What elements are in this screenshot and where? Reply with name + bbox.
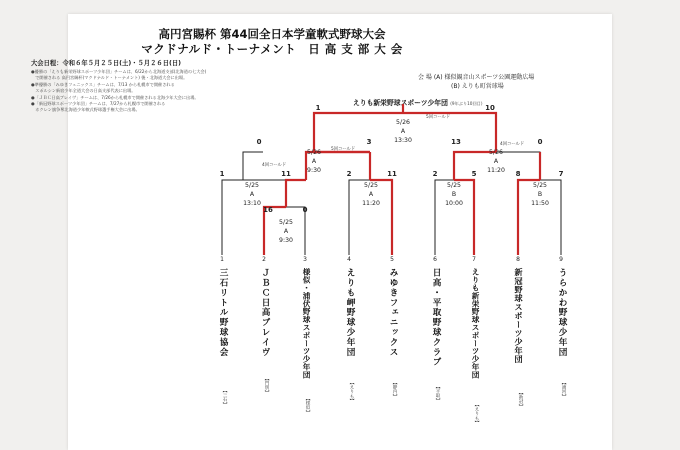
score-r1-left: 16 bbox=[263, 206, 273, 214]
seed-number: 3 bbox=[303, 256, 307, 263]
team-affiliation: 【門別】 bbox=[264, 376, 269, 395]
team-affiliation: 【えりも】 bbox=[349, 380, 354, 403]
score-r1-right: 0 bbox=[302, 206, 308, 214]
score-qf4-left: 8 bbox=[515, 170, 521, 178]
team-name: 日高・平取野球クラブ bbox=[431, 268, 441, 367]
final-court: A bbox=[400, 128, 406, 135]
score-final-right: 10 bbox=[485, 104, 495, 112]
team-affiliation: 【浦河】 bbox=[561, 380, 566, 399]
score-sf1-left: 0 bbox=[256, 138, 262, 146]
qf2-court: A bbox=[368, 191, 374, 198]
sf2-court: A bbox=[493, 158, 499, 165]
qf2-date: 5/25 bbox=[364, 182, 378, 189]
champion-note: (9年ぶり10回目) bbox=[450, 101, 483, 106]
r1-time: 9:30 bbox=[279, 237, 293, 244]
seed-number: 4 bbox=[347, 256, 351, 263]
note-line: ●「新冠野球スポーツ少年団」チームは、7/27から札幌市で開催される bbox=[31, 101, 166, 106]
qf4-time: 11:50 bbox=[531, 200, 549, 207]
team-name: えりも新栄野球スポーツ少年団 bbox=[471, 268, 480, 379]
team-name: うらかわ野球少年団 bbox=[557, 268, 567, 358]
team-name: 新冠野球スポーツ少年団 bbox=[514, 268, 524, 364]
qf2-time: 11:20 bbox=[362, 200, 380, 207]
team-name: 三石リトル野球協会 bbox=[218, 268, 228, 358]
qf4-date: 5/25 bbox=[533, 182, 547, 189]
qf3-court: B bbox=[451, 191, 457, 198]
sf2-note: 4回コールド bbox=[500, 142, 525, 147]
score-qf1-right: 11 bbox=[281, 170, 291, 178]
qf1-date: 5/25 bbox=[245, 182, 259, 189]
tournament-subtitle: マクドナルド・トーナメント 日 高 支 部 大 会 bbox=[141, 42, 403, 56]
team-affiliation: 【静内】 bbox=[392, 380, 397, 399]
team-affiliation: 【平取】 bbox=[435, 384, 440, 403]
qf1-time: 13:10 bbox=[243, 200, 261, 207]
qf3-time: 10:00 bbox=[445, 200, 463, 207]
sf1-court: A bbox=[311, 158, 317, 165]
team-name: みゆきフェニックス bbox=[388, 268, 398, 358]
seed-number: 9 bbox=[559, 256, 563, 263]
score-qf1-left: 1 bbox=[219, 170, 225, 178]
score-qf2-right: 11 bbox=[387, 170, 397, 178]
score-final-left: 1 bbox=[315, 104, 321, 112]
schedule-dates: 大会日程：令和６年５月２５日(土)・５月２６日(日) bbox=[31, 60, 182, 67]
sf2-date: 5/26 bbox=[489, 149, 503, 156]
note-line: で開催される 高円宮賜杯(マクドナルド・トーナメント) 後・北海道大会に出場。 bbox=[31, 75, 188, 80]
tournament-title: 高円宮賜杯 第44回全日本学童軟式野球大会 bbox=[158, 27, 386, 41]
team-affiliation: 【新冠】 bbox=[518, 390, 523, 409]
final-time: 13:30 bbox=[394, 137, 412, 144]
sf1-time: 9:30 bbox=[307, 167, 321, 174]
score-qf3-left: 2 bbox=[432, 170, 438, 178]
final-date: 5/26 bbox=[396, 119, 410, 126]
note-line: ●「ＪＢＣ日高ブレイヴ」チームは、7/26から札幌市で開催される北海少年大会に出場。 bbox=[31, 95, 199, 100]
sf1-date: 5/26 bbox=[307, 149, 321, 156]
team-affiliation: 【三石】 bbox=[222, 388, 227, 407]
team-affiliation: 【えりも】 bbox=[474, 402, 479, 425]
score-qf4-right: 7 bbox=[558, 170, 564, 178]
sf1-note: 5回コールド bbox=[331, 147, 356, 152]
qf3-date: 5/25 bbox=[447, 182, 461, 189]
score-qf3-right: 5 bbox=[471, 170, 477, 178]
note-line: ホクレン旗争奪北海道少年軟式野球選手権大会に出場。 bbox=[31, 107, 140, 112]
team-name: えりも岬野球少年団 bbox=[345, 268, 355, 358]
note-line: ●準優勝の「みゆきフェニックス」チームは、7/13 から札幌市で開催される bbox=[31, 82, 175, 87]
seed-number: 6 bbox=[433, 256, 437, 263]
venue-b: (B) えりも町営球場 bbox=[451, 83, 504, 90]
team-affiliation: 【様似】 bbox=[305, 396, 310, 415]
team-name: ＪＢＣ日高ブレイヴ bbox=[260, 268, 270, 358]
seed-number: 5 bbox=[390, 256, 394, 263]
seed-number: 7 bbox=[472, 256, 476, 263]
champion-name: えりも新栄野球スポーツ少年団 bbox=[353, 99, 448, 107]
score-sf2-left: 13 bbox=[451, 138, 461, 146]
seed-number: 2 bbox=[262, 256, 266, 263]
score-sf2-right: 0 bbox=[537, 138, 543, 146]
sf2-time: 11:20 bbox=[487, 167, 505, 174]
note-line: スポルシン新宿少年全道大会の日高支部代表に出場。 bbox=[31, 88, 136, 93]
seed-number: 1 bbox=[220, 256, 224, 263]
r1-court: A bbox=[283, 228, 289, 235]
final-note: 5回コールド bbox=[426, 115, 451, 120]
note-line: ●優勝の「えりも新栄野球スポーツ少年団」チームは、6/22から北海道支部(北海道の七大会) bbox=[31, 69, 207, 74]
qf1-court: A bbox=[249, 191, 255, 198]
sf1-note-left: 4回コールド bbox=[262, 163, 287, 168]
r1-date: 5/25 bbox=[279, 219, 293, 226]
seed-number: 8 bbox=[516, 256, 520, 263]
score-qf2-left: 2 bbox=[346, 170, 352, 178]
score-sf1-right: 3 bbox=[366, 138, 372, 146]
team-name: 様似・浦伏野球スポーツ少年団 bbox=[302, 268, 311, 379]
qf4-court: B bbox=[537, 191, 543, 198]
venue-a: 会 場 (A) 様似観音山スポーツ公園運動広場 bbox=[418, 74, 535, 81]
